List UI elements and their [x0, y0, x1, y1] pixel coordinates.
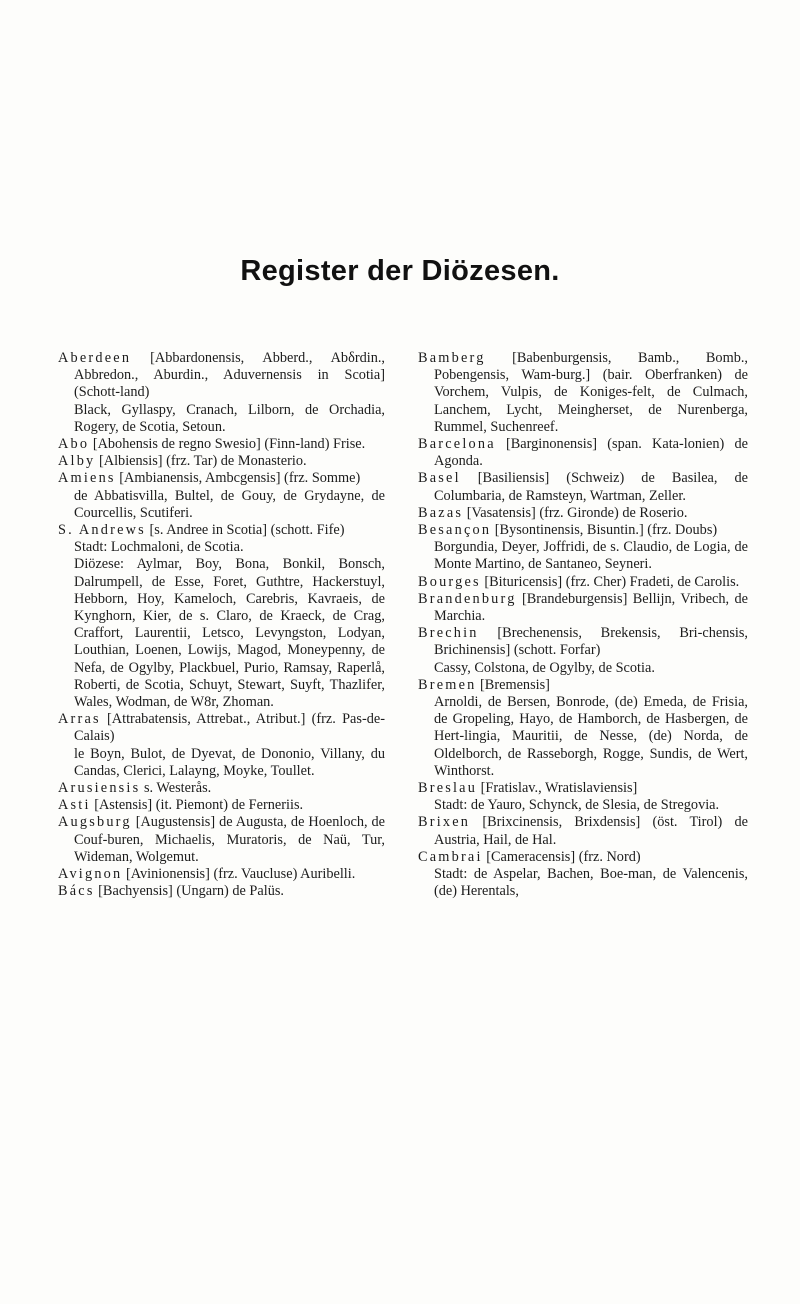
diocese-name: Abo: [58, 436, 90, 453]
diocese-name: Avignon: [58, 866, 123, 883]
entry-text: [Bremensis]: [480, 676, 550, 693]
entry-line: [418, 505, 748, 522]
diocese-name: Bács: [58, 883, 95, 900]
entry-text: [Abbardonensis, Abberd., Abδrdin., Abbredon., Aburdin., Aduvernensis in Scotia] (Schott-land): [74, 350, 385, 401]
diocese-name: Alby: [58, 453, 96, 470]
entry-text: [Bysontinensis, Bisuntin.] (frz. Doubs): [494, 522, 718, 539]
entry-subtext: Black, Gyllaspy, Cranach, Lilborn, de Orchadia, Rogery, de Scotia, Setoun.: [74, 401, 385, 435]
register-entry: [418, 470, 748, 504]
entry-text: [Albiensis] (frz. Tar) de Monasterio.: [98, 453, 307, 470]
entry-line: [418, 522, 748, 539]
diocese-name: S. Andrews: [58, 522, 146, 539]
entry-text: [Babenburgensis, Bamb., Bomb., Pobengensis, Wam-burg.] (bair. Oberfranken) de Vorchem, Vulpis, de Koniges-felt, de Culmach, Lanchem, Lycht, Meingherset, de Nurenberga, Rummel, Suchenreef.: [434, 350, 748, 435]
register-entry: [418, 677, 748, 780]
entry-line: [418, 470, 748, 504]
entry-line: [58, 453, 385, 470]
page-title: Register der Diözesen.: [240, 255, 560, 287]
entry-text: [Brixcinensis, Brixdensis] (öst. Tirol) de Austria, Hail, de Hal.: [434, 814, 748, 848]
entry-line: [418, 814, 748, 848]
entry-text: [Cameracensis] (frz. Nord): [486, 848, 641, 865]
entry-line: [418, 677, 748, 694]
entry-line: [58, 866, 385, 883]
entry-text: [Attrabatensis, Attrebat., Atribut.] (frz. Pas-de-Calais): [74, 711, 385, 745]
diocese-name: Basel: [418, 470, 461, 487]
register-entry: [58, 470, 385, 522]
diocese-name: Bourges: [418, 573, 481, 590]
entry-line: [58, 711, 385, 745]
entry-text: [Augustensis] de Augusta, de Hoenloch, de Couf-buren, Michaelis, Muratoris, de Naü, Tur, Wideman, Wolgemut.: [74, 814, 385, 865]
register-entry: [58, 711, 385, 780]
register-entry: [58, 866, 385, 883]
register-entry: [418, 574, 748, 591]
entry-line: [418, 849, 748, 866]
entry-text: [Fratislav., Wratislaviensis]: [480, 780, 638, 797]
entry-line: [418, 350, 748, 436]
entry-text: s. Westerås.: [143, 780, 212, 797]
entry-line: [58, 522, 385, 539]
diocese-name: Amiens: [58, 470, 116, 487]
entry-text: [Ambianensis, Ambcgensis] (frz. Somme): [119, 470, 361, 487]
register-entry: [58, 797, 385, 814]
entry-line: [58, 470, 385, 487]
diocese-name: Brixen: [418, 814, 471, 831]
entry-line: [418, 574, 748, 591]
right-column: [418, 350, 748, 901]
diocese-name: Aberdeen: [58, 350, 132, 366]
entry-text: [Bituricensis] (frz. Cher) Fradeti, de Carolis.: [484, 573, 740, 590]
entry-text: [Bachyensis] (Ungarn) de Palüs.: [98, 883, 284, 900]
entry-text: [Avinionensis] (frz. Vaucluse) Auribelli.: [125, 866, 356, 883]
register-entry: [58, 350, 385, 436]
entry-line: [58, 883, 385, 900]
left-column: [58, 350, 385, 901]
register-entry: [418, 814, 748, 848]
register-entry: [58, 814, 385, 866]
entry-line: [418, 625, 748, 659]
entry-subtext: le Boyn, Bulot, de Dyevat, de Dononio, Villany, du Candas, Clerici, Lalayng, Moyke, Toullet.: [74, 745, 385, 779]
diocese-name: Brechin: [418, 625, 479, 642]
register-entry: [418, 350, 748, 436]
entry-subtext: Stadt: de Yauro, Schynck, de Slesia, de Stregovia.: [434, 797, 720, 814]
entry-line: [418, 436, 748, 470]
entry-subtext: Stadt: de Aspelar, Bachen, Boe-man, de Valencenis, (de) Herentals,: [434, 866, 748, 900]
entry-line: [58, 350, 385, 402]
diocese-name: Bazas: [418, 504, 464, 521]
register-entry: [418, 591, 748, 625]
diocese-name: Bremen: [418, 676, 477, 693]
register-entry: [418, 436, 748, 470]
register-entry: [418, 625, 748, 677]
entry-line: [58, 780, 385, 797]
entry-text: [Vasatensis] (frz. Gironde) de Roserio.: [466, 504, 688, 521]
register-entry: [58, 883, 385, 900]
entry-subtext: Diözese: Aylmar, Boy, Bona, Bonkil, Bonsch, Dalrumpell, de Esse, Foret, Guthtre, Hackerstuyl, Hebborn, Hoy, Kameloch, Carebris, Kavraeis, de Kynghorn, Kier, de s. Claro, de Kraeck, de Crag, Craffort, Laurentii, Letsco, Levyngston, Lodyan, Louthian, Loenen, Lowijs, Magod, Moneypenny, de Nefa, de Ogylby, Plackbuel, Purio, Ramsay, Raperlå, Roberti, de Scotia, Schuyt, Stewart, Suyft, Thazlifer, Wales, Wodman, de W8r, Zhoman.: [74, 556, 385, 711]
diocese-name: Barcelona: [418, 436, 496, 453]
entry-subtext: Borgundia, Deyer, Joffridi, de s. Claudio, de Logia, de Monte Martino, de Santaneo, Seyneri.: [434, 539, 748, 573]
entry-subtext: de Abbatisvilla, Bultel, de Gouy, de Grydayne, de Courcellis, Scutiferi.: [74, 487, 385, 521]
register-entry: [58, 780, 385, 797]
diocese-name: Arras: [58, 711, 101, 728]
entry-line: [58, 797, 385, 814]
diocese-name: Asti: [58, 797, 91, 814]
entry-subtext: Cassy, Colstona, de Ogylby, de Scotia.: [434, 659, 655, 676]
register-entry: [58, 436, 385, 453]
entry-line: [418, 780, 748, 797]
register-entry: [58, 453, 385, 470]
register-entry: [418, 849, 748, 901]
entry-line: [58, 436, 385, 453]
entry-text: [Brechenensis, Brekensis, Bri-chensis, Brichinensis] (schott. Forfar): [434, 625, 749, 659]
entry-text: [Abohensis de regno Swesio] (Finn-land) Frise.: [92, 436, 366, 453]
register-entry: [58, 522, 385, 711]
entry-subtext: Stadt: Lochmaloni, de Scotia.: [74, 539, 244, 556]
register-entry: [418, 780, 748, 814]
register-entry: [418, 505, 748, 522]
entry-text: [Barginonensis] (span. Kata-lonien) de Agonda.: [434, 436, 748, 470]
entry-text: [s. Andree in Scotia] (schott. Fife): [149, 522, 345, 539]
diocese-name: Brandenburg: [418, 590, 517, 607]
diocese-name: Breslau: [418, 780, 478, 797]
entry-line: [58, 814, 385, 866]
entry-subtext: Arnoldi, de Bersen, Bonrode, (de) Emeda, de Frisia, de Gropeling, Hayo, de Hamborch, de Hasbergen, de Hert-lingia, Mauritii, de Nesse, (de) Norda, de Oldelborch, de Rasseborgh, Rogge, Sundis, de Wert, Winthorst.: [434, 694, 748, 779]
entry-text: [Astensis] (it. Piemont) de Ferneriis.: [94, 797, 304, 814]
entry-line: [418, 591, 748, 625]
diocese-name: Augsburg: [58, 814, 132, 831]
entry-text: [Basiliensis] (Schweiz) de Basilea, de Columbaria, de Ramsteyn, Wartman, Zeller.: [434, 470, 748, 504]
diocese-name: Arusiensis: [58, 780, 141, 797]
diocese-name: Bamberg: [418, 350, 486, 366]
diocese-name: Besançon: [418, 522, 492, 539]
register-entry: [418, 522, 748, 574]
diocese-name: Cambrai: [418, 848, 483, 865]
entry-text: [Brandeburgensis] Bellijn, Vribech, de Marchia.: [434, 590, 748, 625]
